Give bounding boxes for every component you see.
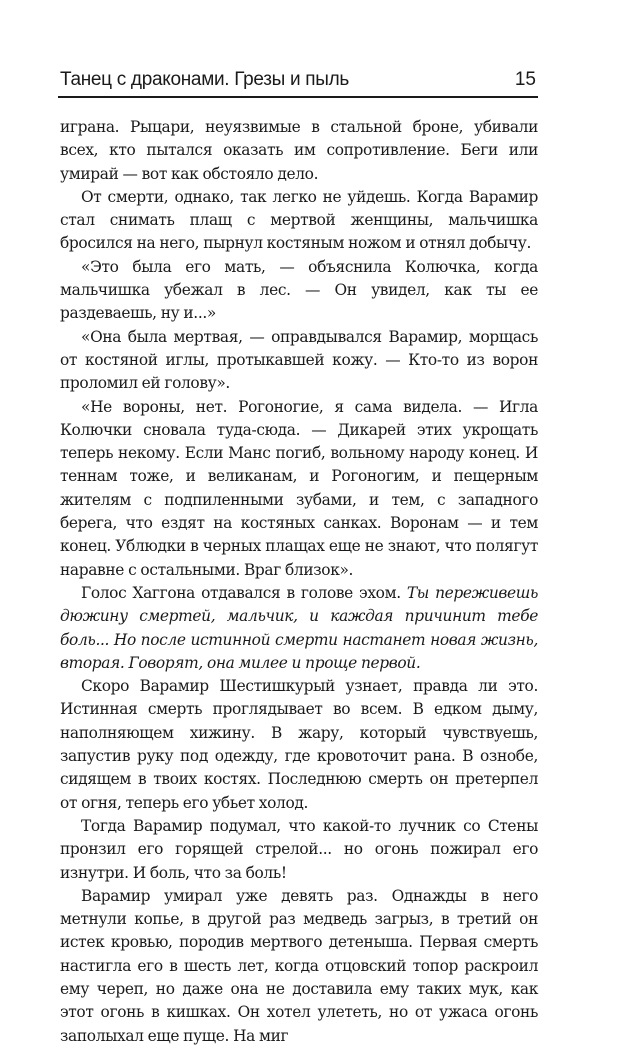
- paragraph: От смерти, однако, так легко не уйдешь. Когда Варамир стал снимать плащ с мертвой женщины, мальчишка бросился на него, пырнул костяным ножом и отнял добычу.: [60, 187, 538, 253]
- page-header: [58, 66, 538, 98]
- paragraph: Варамир умирал уже девять раз. Однажды в него метнули копье, в другой раз медведь загрыз, в третий он истек кровью, породив мертвого детеныша. Первая смерть настигла его в шесть лет, когда отцовский топор раскроил ему череп, но даже она не доставила ему таких мук, как этот огонь в кишках. Он хотел улететь, но от ужаса огонь заполыхал еще пуще. На миг: [60, 886, 538, 1045]
- paragraph: «Она была мертвая, — оправдывался Варамир, морщась от костяной иглы, протыкавшей кожу. — Кто-то из ворон проломил ей голову».: [60, 327, 538, 393]
- italic-quote: Ты переживешь дюжину смертей, мальчик, и каждая причинит тебе боль... Но после истинной смерти настанет новая жизнь, вторая. Говорят, она милее и проще первой.: [60, 583, 539, 672]
- paragraph: [60, 582, 538, 675]
- page-number: 15: [514, 69, 536, 90]
- running-title: Танец с драконами. Грезы и пыль: [60, 69, 350, 90]
- paragraph-lead: Голос Хаггона отдавался в голове эхом.: [81, 583, 401, 602]
- paragraph: Скоро Варамир Шестишкурый узнает, правда ли это. Истинная смерть проглядывает во всем. В едком дыму, наполняющем хижину. В жару, который чувствуешь, запустив руку под одежду, где кровоточит рана. В ознобе, сидящем в твоих костях. Последнюю смерть он претерпел от огня, теперь его убьет холод.: [60, 677, 538, 812]
- body-text: [60, 116, 538, 1048]
- paragraph: «Не вороны, нет. Рогоногие, я сама видела. — Игла Колючки сновала туда-сюда. — Дикарей этих укрощать теперь некому. Если Манс погиб, вольному народу конец. И теннам тоже, и великанам, и Рогоногим, и пещерным жителям с подпиленными зубами, и тем, с западного берега, что ездят на костяных санках. Воронам — и тем конец. Ублюдки в черных плащах еще не знают, что полягут наравне с остальными. Враг близок».: [60, 397, 538, 579]
- paragraph: играна. Рыцари, неуязвимые в стальной броне, убивали всех, кто пытался оказать им сопротивление. Беги или умирай — вот как обстояло дело.: [60, 118, 538, 183]
- paragraph: «Это была его мать, — объяснила Колючка, когда мальчишка убежал в лес. — Он увидел, как ты ее раздеваешь, ну и...»: [60, 257, 538, 323]
- paragraph: Тогда Варамир подумал, что какой-то лучник со Стены пронзил его горящей стрелой... но огонь пожирал его изнутри. И боль, что за боль!: [60, 816, 538, 882]
